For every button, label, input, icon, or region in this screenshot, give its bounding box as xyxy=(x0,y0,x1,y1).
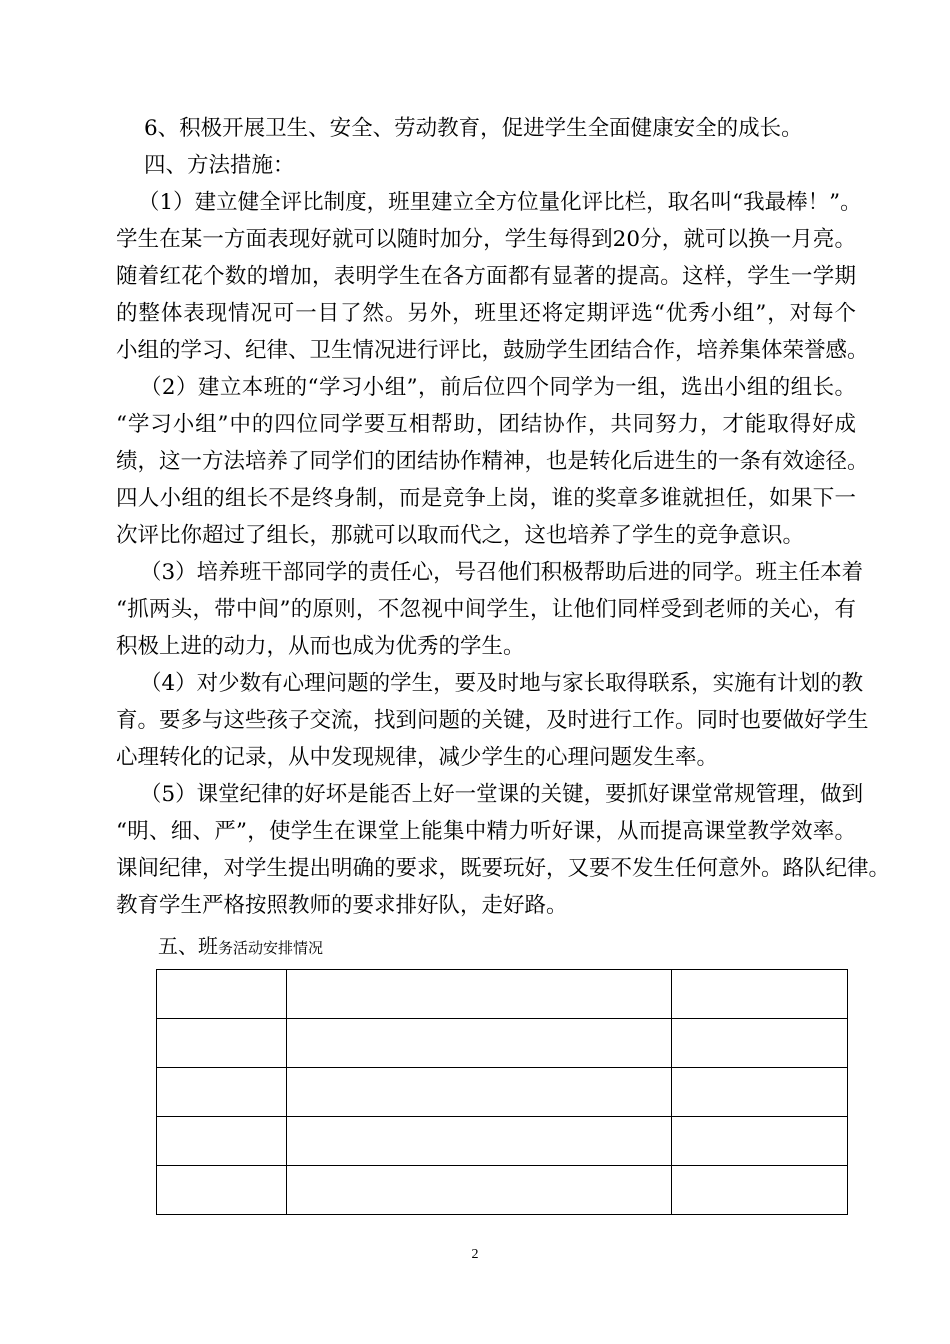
paragraph xyxy=(116,554,864,665)
text-line: 随着红花个数的增加，表明学生在各方面都有显著的提高。这样，学生一学期 xyxy=(116,264,856,289)
paragraph xyxy=(116,184,869,369)
text-line: “抓两头，带中间”的原则，不忽视中间学生，让他们同样受到老师的关心，有 xyxy=(116,597,856,622)
text-line: 的整体表现情况可一目了然。另外，班里还将定期评选“优秀小组”，对每个 xyxy=(116,301,856,326)
text-line: “学习小组”中的四位同学要互相帮助，团结协作，共同努力，才能取得好成 xyxy=(116,412,856,437)
table-cell xyxy=(672,1117,848,1166)
table-cell xyxy=(157,1019,287,1068)
text-line: 学生在某一方面表现好就可以随时加分，学生每得到20分，就可以换一月亮。 xyxy=(116,227,856,252)
table-cell xyxy=(157,1117,287,1166)
text-line: 绩，这一方法培养了同学们的团结协作精神，也是转化后进生的一条有效途径。 xyxy=(116,449,869,474)
text-line: 四、方法措施： xyxy=(144,153,295,178)
table-cell xyxy=(287,1117,672,1166)
table-cell xyxy=(672,970,848,1019)
text-line: 6、积极开展卫生、安全、劳动教育，促进学生全面健康安全的成长。 xyxy=(144,116,803,141)
table-cell xyxy=(672,1166,848,1215)
section-five-heading xyxy=(158,931,323,961)
text-line: 教育学生严格按照教师的要求排好队，走好路。 xyxy=(116,893,568,918)
text-line: （2）建立本班的“学习小组”，前后位四个同学为一组，选出小组的组长。 xyxy=(140,375,856,400)
table-cell xyxy=(157,1166,287,1215)
paragraph xyxy=(116,369,869,554)
table-row xyxy=(157,1068,848,1117)
section-five-heading-small: 务活动安排情况 xyxy=(218,939,324,957)
text-line: “明、细、严”，使学生在课堂上能集中精力听好课，从而提高课堂教学效率。 xyxy=(116,819,856,844)
page-number: 2 xyxy=(471,1247,479,1262)
table-cell xyxy=(157,970,287,1019)
document-body xyxy=(116,110,891,924)
table-row xyxy=(157,1117,848,1166)
paragraph xyxy=(116,776,891,924)
paragraph xyxy=(116,110,856,147)
paragraph xyxy=(116,147,856,184)
paragraph xyxy=(116,665,869,776)
text-line: 次评比你超过了组长，那就可以取而代之，这也培养了学生的竞争意识。 xyxy=(116,523,805,548)
text-line: 育。要多与这些孩子交流，找到问题的关键，及时进行工作。同时也要做好学生 xyxy=(116,708,869,733)
activity-schedule-table xyxy=(156,969,848,1215)
table-cell xyxy=(672,1068,848,1117)
table-cell xyxy=(157,1068,287,1117)
text-line: （1）建立健全评比制度，班里建立全方位量化评比栏，取名叫“我最棒！”。 xyxy=(138,190,862,215)
table-row xyxy=(157,1166,848,1215)
text-line: 四人小组的组长不是终身制，而是竞争上岗，谁的奖章多谁就担任，如果下一 xyxy=(116,486,856,511)
text-line: （3）培养班干部同学的责任心，号召他们积极帮助后进的同学。班主任本着 xyxy=(140,560,864,585)
text-line: 小组的学习、纪律、卫生情况进行评比，鼓励学生团结合作，培养集体荣誉感。 xyxy=(116,338,869,363)
text-line: 课间纪律，对学生提出明确的要求，既要玩好，又要不发生任何意外。路队纪律。 xyxy=(116,856,891,881)
table-cell xyxy=(287,1166,672,1215)
section-five-heading-large: 五、班 xyxy=(158,934,218,958)
table-row xyxy=(157,1019,848,1068)
table-row xyxy=(157,970,848,1019)
text-line: 心理转化的记录，从中发现规律，减少学生的心理问题发生率。 xyxy=(116,745,719,770)
text-line: （4）对少数有心理问题的学生，要及时地与家长取得联系，实施有计划的教 xyxy=(140,671,864,696)
text-line: 积极上进的动力，从而也成为优秀的学生。 xyxy=(116,634,525,659)
table-cell xyxy=(287,970,672,1019)
table-cell xyxy=(287,1068,672,1117)
text-line: （5）课堂纪律的好坏是能否上好一堂课的关键，要抓好课堂常规管理，做到 xyxy=(140,782,864,807)
table-cell xyxy=(287,1019,672,1068)
table-cell xyxy=(672,1019,848,1068)
